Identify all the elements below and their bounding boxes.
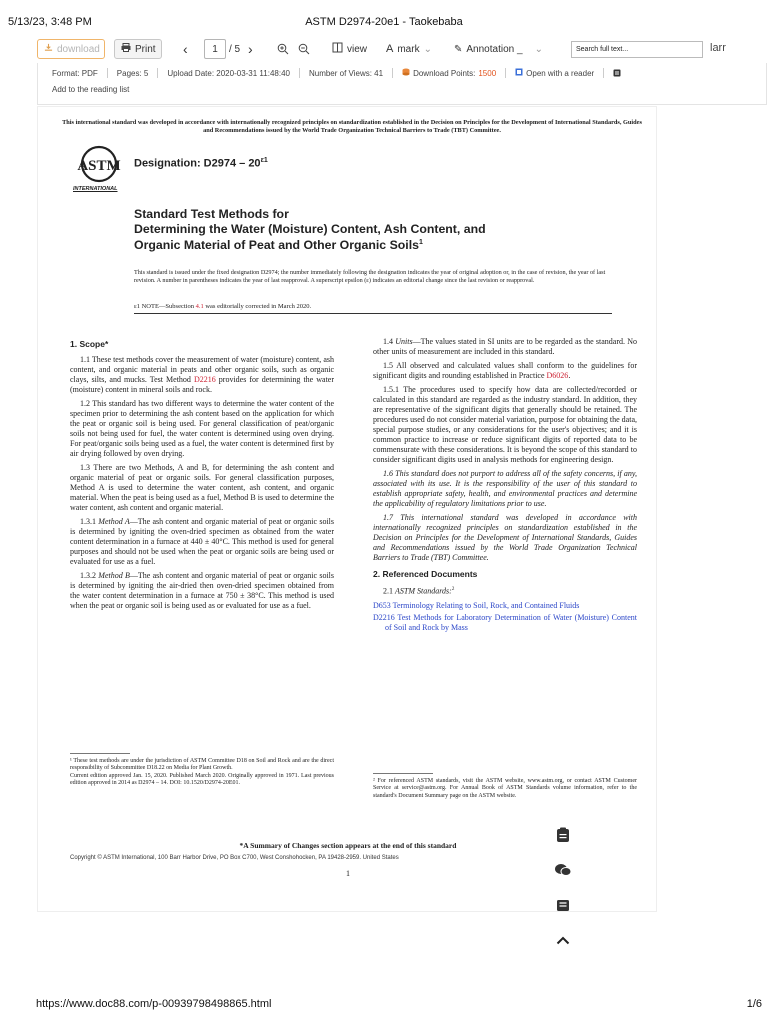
standard-issuance-note: This standard is issued under the fixed designation D2974; the number immediately following the designation indicates the year of original adoption or, in the case of revision, the year of last revision. A number in parentheses indicates the year of last reapproval. A superscript epsilon (ε) indicates an editorial change since the last revision or reapproval. bbox=[134, 269, 606, 284]
open-reader-label: Open with a reader bbox=[526, 68, 595, 78]
document-page bbox=[37, 106, 657, 912]
format-info: Format: PDF bbox=[52, 68, 98, 78]
summary-of-changes-note: *A Summary of Changes section appears at the end of this standard bbox=[239, 841, 457, 850]
print-page-title: ASTM D2974-20e1 - Taokebaba bbox=[305, 16, 463, 28]
paragraph-1-4: 1.4 Units—The values stated in SI units are to be regarded as the standard. No other units of measurement are included in this standard. bbox=[373, 337, 638, 356]
zoom-out-icon[interactable] bbox=[298, 39, 310, 59]
pages-info: Pages: 5 bbox=[116, 68, 149, 78]
coin-icon bbox=[402, 68, 410, 78]
download-label: download bbox=[57, 43, 100, 55]
footnote-2: ² For referenced ASTM standards, visit the ASTM website, www.astm.org, or contact ASTM Customer Service at service@astm.org. For Annual Book of ASTM Standards volume information, refer to the standard's Document Summary page on the ASTM website. bbox=[373, 778, 637, 799]
view-label: view bbox=[347, 43, 368, 55]
chevron-down-icon: ⌄ bbox=[423, 43, 432, 55]
reader-icon bbox=[515, 68, 523, 78]
search-input[interactable]: Search full text... bbox=[571, 41, 703, 58]
paragraph-1-1: 1.1 These test methods cover the measurement of water (moisture) content, ash content, and organic material in peats and other organic soils, such as organic clays, silts, and mucks. Test Method D2216 provides for determining the water (moisture) content in mineral soils and rock. bbox=[70, 355, 335, 394]
print-label: Print bbox=[135, 43, 156, 55]
cart-icon[interactable] bbox=[551, 893, 575, 917]
book-icon bbox=[332, 42, 343, 56]
paragraph-1-3-1: 1.3.1 Method A—The ash content and organic material of peat or organic soils is determined by igniting the oven-dried specimen as obtained from the water content determination in a furnace at 440 ± 40°C. This method is used for general purposes and should not be used when the peat or organic soils are being used or evaluated for use as a fuel. bbox=[70, 517, 335, 566]
download-button[interactable] bbox=[37, 39, 105, 59]
download-icon bbox=[44, 43, 53, 55]
document-title: Standard Test Methods for Determining the Water (Moisture) Content, Ash Content, and Organic Material of Peat and Other Organic Soils$^1$ bbox=[134, 207, 486, 252]
view-button[interactable] bbox=[332, 39, 367, 59]
chevron-up-icon[interactable] bbox=[551, 928, 575, 952]
open-reader-link[interactable] bbox=[515, 68, 594, 78]
page-number: 1 bbox=[346, 869, 350, 878]
d6026-link[interactable]: D6026 bbox=[546, 371, 569, 380]
print-page-count: 1/6 bbox=[746, 998, 762, 1010]
toolbar-overflow-text: larr bbox=[710, 42, 726, 54]
reference-d653-link[interactable]: D653 Terminology Relating to Soil, Rock, and Contained Fluids bbox=[373, 600, 580, 610]
page-url: https://www.doc88.com/p-00939798498865.html bbox=[36, 998, 272, 1010]
floating-action-icons bbox=[551, 823, 575, 963]
paragraph-1-5-1: 1.5.1 The procedures used to specify how data are collected/recorded or calculated in this standard are regarded as the industry standard. In addition, they are representative of the significant digits that generally should be retained. The procedures used do not consider material variation, purpose for obtaining the data, special purpose studies, or any considerations for the user's objectives; and it is common practice to increase or reduce significant digits of reported data to be commensurate with these considerations. It is beyond the scope of this standard to consider significant digits used in analysis methods for engineering design. bbox=[373, 385, 637, 464]
add-to-reading-list-link[interactable]: Add to the reading list bbox=[52, 85, 130, 94]
epsilon-note: ε1 NOTE—Subsection 4.1 was editorially corrected in March 2020. bbox=[134, 303, 612, 314]
views-info: Number of Views: 41 bbox=[308, 68, 384, 78]
paragraph-1-3: 1.3 There are two Methods, A and B, for determining the ash content and organic material of peat or organic soils. For general classification purposes, Method A is used to determine the water content, ash content, and organic material. When the peat is being used as a fuel, Method B is used to determine the water content, ash content and organic material. bbox=[70, 463, 334, 512]
d2216-link[interactable]: D2216 bbox=[193, 375, 216, 384]
print-button[interactable] bbox=[114, 39, 162, 59]
left-column bbox=[70, 337, 334, 615]
mark-label: mark bbox=[397, 43, 420, 55]
zoom-in-icon[interactable] bbox=[277, 39, 289, 59]
right-column bbox=[373, 337, 637, 635]
svg-text:ASTM: ASTM bbox=[77, 158, 121, 174]
download-points-info bbox=[402, 68, 496, 78]
download-points-label: Download Points: bbox=[413, 68, 476, 78]
print-datetime: 5/13/23, 3:48 PM bbox=[8, 16, 92, 28]
total-pages: / 5 bbox=[229, 43, 241, 55]
prev-page-icon[interactable]: ‹ bbox=[183, 41, 188, 57]
pen-icon: ✎ bbox=[454, 43, 463, 55]
scope-heading: 1. Scope* bbox=[70, 339, 109, 349]
paragraph-1-3-2: 1.3.2 Method B—The ash content and organic material of peat or organic soils is determined by igniting the air-dried then oven-dried specimen obtained from the water content determination in a furnace at 750 ± 38°C. This method is used when the peat or organic soil is being used as or evaluated for use as a fuel. bbox=[70, 571, 335, 610]
paragraph-1-5: 1.5 All observed and calculated values shall conform to the guidelines for significant digits and rounding established in Practice D6026. bbox=[373, 361, 637, 380]
designation: Designation: $D2974 - 20^{\varepsilon 1}$ bbox=[134, 157, 268, 170]
page-number-input[interactable]: 1 bbox=[204, 39, 226, 59]
mark-button[interactable] bbox=[386, 39, 432, 59]
next-page-icon[interactable]: › bbox=[248, 41, 253, 57]
chat-icon[interactable] bbox=[551, 858, 575, 882]
astm-logo bbox=[68, 145, 130, 195]
download-points-value: 1500 bbox=[478, 68, 497, 78]
copyright-line: Copyright © ASTM International, 100 Barr Harbor Drive, PO Box C700, West Conshohocken, PA 19428-2959. United States bbox=[70, 855, 399, 861]
viewer-toolbar bbox=[0, 36, 768, 62]
reader-app-icon[interactable] bbox=[613, 69, 621, 77]
reference-d2216-link[interactable]: D2216 Test Methods for Laboratory Determination of Water (Moisture) Content of Soil and Rock by Mass bbox=[373, 612, 637, 632]
annotation-label: Annotation _ bbox=[466, 43, 523, 55]
paragraph-1-2: 1.2 This standard has two different ways to determine the water content of the specimen prior to determining the ash content based on the application for which the peat or organic soil is being used. For general classification of peat/organic soils not being used for fuel, the water content is determined using oven drying. For peat/organic soils being used as a fuel, the water content is determined first by air drying followed by oven drying. bbox=[70, 399, 334, 458]
standard-notice: This international standard was developed in accordance with internationally recognized principles on standardization established in the Decision on Principles for the Development of International Standards, Guides and Recommendations issued by the World Trade Organization Technical Barriers to Trade (TBT) Committee. bbox=[62, 119, 642, 134]
chevron-down-icon: ⌄ bbox=[534, 43, 543, 55]
referenced-documents-heading: 2. Referenced Documents bbox=[373, 569, 478, 579]
printer-icon bbox=[121, 43, 131, 55]
paragraph-2-1: 2.1 ASTM Standards:$^2$ bbox=[383, 586, 455, 596]
highlighter-icon: A bbox=[386, 43, 394, 55]
annotation-button[interactable] bbox=[454, 39, 543, 59]
logo-text: INTERNATIONAL bbox=[73, 186, 118, 192]
paragraph-1-7: 1.7 This international standard was developed in accordance with internationally recognized principles on standardization established in the Decision on Principles for the Development of International Standards, Guides and Recommendations issued by the World Trade Organization Technical Barriers to Trade (TBT) Committee. bbox=[373, 513, 637, 562]
document-info-bar bbox=[37, 63, 767, 105]
print-header bbox=[0, 0, 768, 36]
upload-date-info: Upload Date: 2020-03-31 11:48:40 bbox=[167, 68, 290, 78]
note-link[interactable]: 4.1 bbox=[195, 303, 204, 310]
paragraph-1-6: 1.6 This standard does not purport to address all of the safety concerns, if any, associated with its use. It is the responsibility of the user of this standard to establish appropriate safety, health, and environmental practices and determine the applicability of regulatory limitations prior to use. bbox=[373, 469, 637, 508]
footnote-1: ¹ These test methods are under the jurisdiction of ASTM Committee D18 on Soil and Rock and are the direct responsibility of Subcommittee D18.22 on Media for Plant Growth. Current edition approved Jan. 15, 2020. Published March 2020. Originally approved in 1971. Last previous edition approved in 2014 as D2974 – 14. DOI: 10.1520/D2974-20E01. bbox=[70, 758, 334, 786]
clipboard-icon[interactable] bbox=[551, 823, 575, 847]
